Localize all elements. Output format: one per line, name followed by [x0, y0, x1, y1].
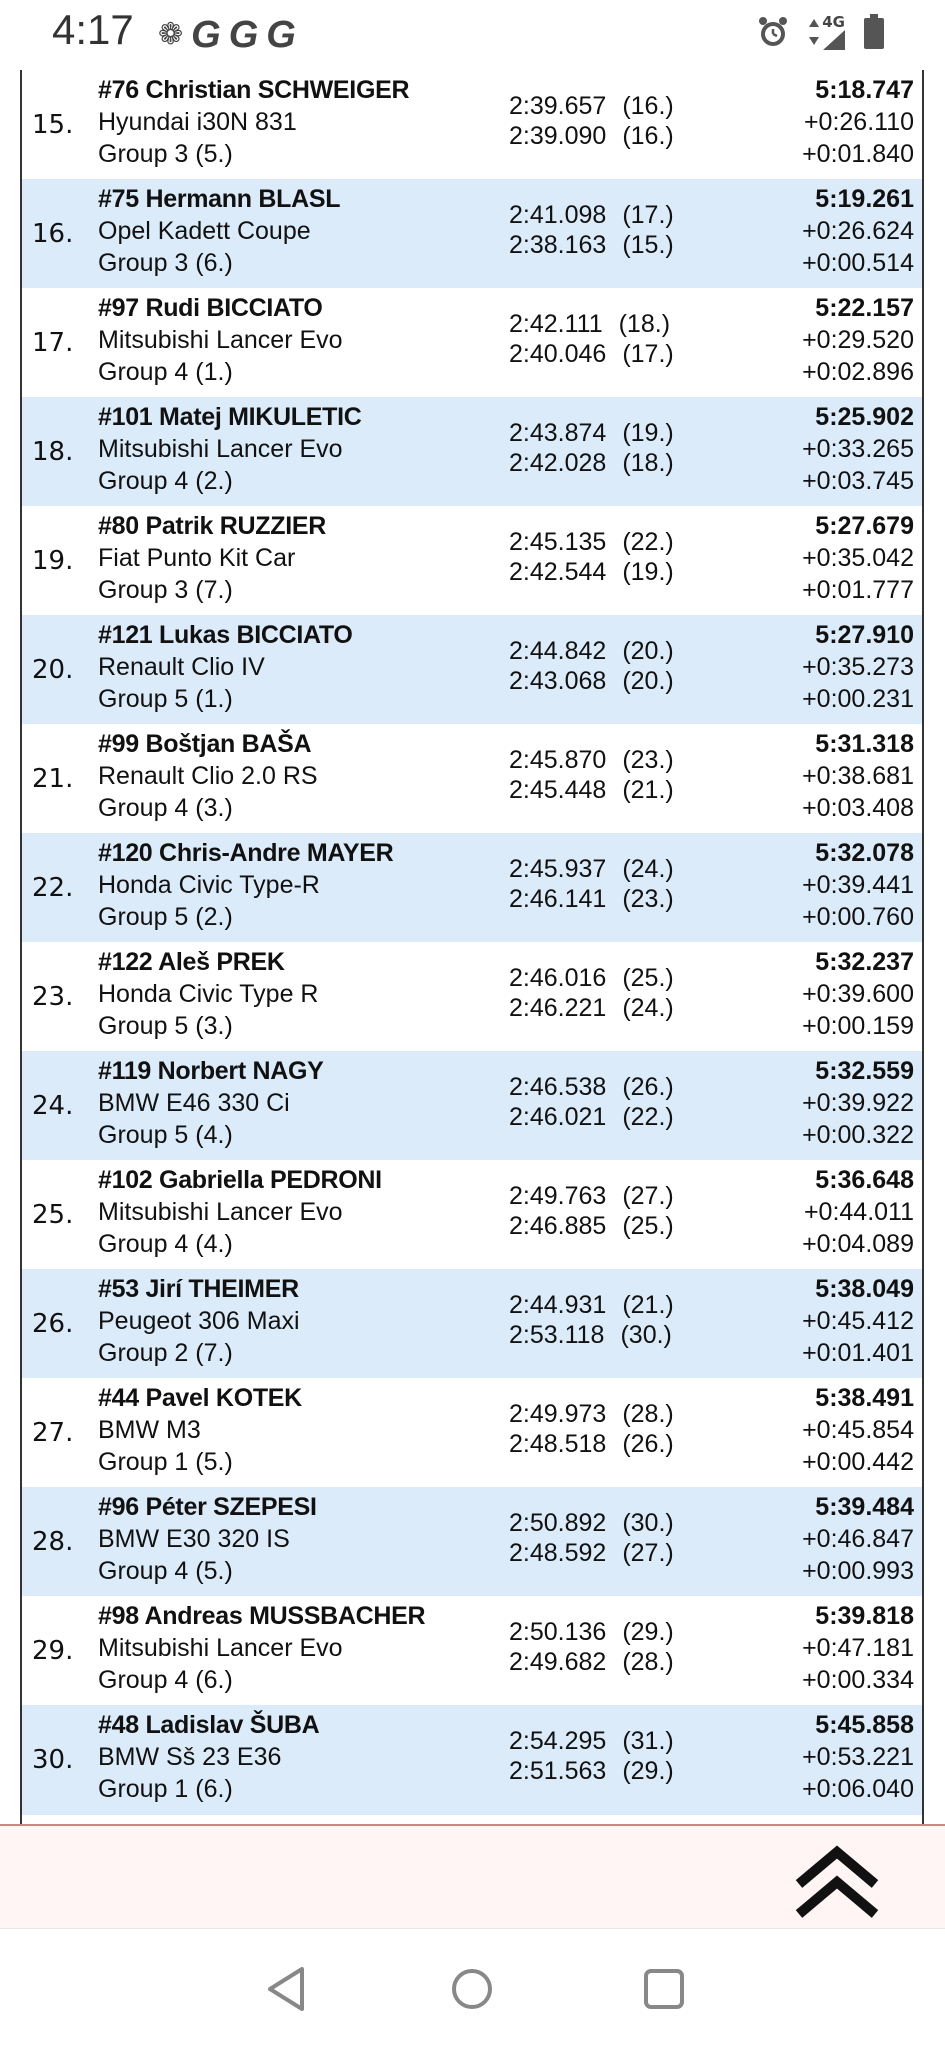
stage-2-time: 2:43.068 — [509, 667, 607, 695]
car-model: Renault Clio IV — [98, 653, 265, 681]
stage-1-time: 2:39.657 — [509, 92, 607, 120]
gap-to-leader: +0:39.441 — [802, 871, 914, 899]
gap-to-previous: +0:06.040 — [802, 1775, 914, 1803]
stage-1-time: 2:49.973 — [509, 1400, 607, 1428]
table-row — [22, 1487, 922, 1596]
stage-1-rank: (19.) — [622, 419, 674, 447]
driver-name: #98 Andreas MUSSBACHER — [98, 1602, 426, 1630]
stage-1-rank: (17.) — [622, 201, 674, 229]
home-circle-icon[interactable] — [442, 1959, 502, 2019]
stage-2-result — [509, 776, 674, 805]
position: 26. — [32, 1309, 74, 1339]
position: 28. — [32, 1527, 74, 1557]
car-model: BMW E46 330 Ci — [98, 1089, 290, 1117]
stage-1-rank: (28.) — [622, 1400, 674, 1428]
stage-1-time: 2:45.135 — [509, 528, 607, 556]
total-time: 5:38.491 — [815, 1384, 914, 1412]
stage-2-rank: (23.) — [622, 885, 674, 913]
table-row — [22, 1160, 922, 1269]
group-class: Group 3 (6.) — [98, 249, 233, 277]
stage-1-rank: (16.) — [622, 92, 674, 120]
gap-to-leader: +0:38.681 — [802, 762, 914, 790]
stage-2-time: 2:51.563 — [509, 1757, 607, 1785]
table-row — [22, 615, 922, 724]
stage-2-result — [509, 122, 674, 151]
stage-2-time: 2:46.021 — [509, 1103, 607, 1131]
table-row — [22, 942, 922, 1051]
total-time: 5:27.910 — [815, 621, 914, 649]
gap-to-leader: +0:45.412 — [802, 1307, 914, 1335]
stage-1-time: 2:44.931 — [509, 1291, 607, 1319]
gap-to-leader: +0:26.110 — [803, 108, 914, 136]
stage-2-result — [509, 558, 674, 587]
roaming-label: R — [779, 45, 789, 59]
stage-2-time: 2:48.518 — [509, 1430, 607, 1458]
battery-icon — [863, 14, 885, 50]
stage-1-result — [509, 310, 670, 339]
gap-to-leader: +0:53.221 — [802, 1743, 914, 1771]
position: 17. — [32, 328, 74, 358]
stage-2-result — [509, 1648, 674, 1677]
stage-2-rank: (18.) — [622, 449, 674, 477]
stage-1-rank: (21.) — [622, 1291, 674, 1319]
group-class: Group 5 (1.) — [98, 685, 233, 713]
stage-2-rank: (20.) — [622, 667, 674, 695]
gap-to-previous: +0:00.334 — [802, 1666, 914, 1694]
stage-2-time: 2:42.028 — [509, 449, 607, 477]
gap-to-previous: +0:00.159 — [802, 1012, 914, 1040]
driver-name: #121 Lukas BICCIATO — [98, 621, 353, 649]
stage-2-rank: (15.) — [622, 231, 674, 259]
car-model: Mitsubishi Lancer Evo — [98, 326, 343, 354]
stage-2-rank: (19.) — [622, 558, 674, 586]
table-row — [22, 1596, 922, 1705]
stage-2-rank: (28.) — [622, 1648, 674, 1676]
gap-to-leader: +0:35.042 — [802, 544, 914, 572]
stage-1-result — [509, 1182, 674, 1211]
stage-1-result — [509, 855, 674, 884]
total-time: 5:19.261 — [815, 185, 914, 213]
driver-name: #96 Péter SZEPESI — [98, 1493, 317, 1521]
stage-1-rank: (29.) — [622, 1618, 674, 1646]
total-time: 5:39.484 — [815, 1493, 914, 1521]
gap-to-leader: +0:45.854 — [802, 1416, 914, 1444]
total-time: 5:32.078 — [815, 839, 914, 867]
position: 23. — [32, 982, 74, 1012]
gap-to-previous: +0:00.993 — [802, 1557, 914, 1585]
stage-2-time: 2:39.090 — [509, 122, 607, 150]
driver-name: #76 Christian SCHWEIGER — [98, 76, 410, 104]
double-chevron-up-icon[interactable] — [791, 1844, 883, 1920]
table-row — [22, 1051, 922, 1160]
gap-to-previous: +0:04.089 — [802, 1230, 914, 1258]
stage-2-result — [509, 667, 674, 696]
gap-to-previous: +0:01.401 — [802, 1339, 914, 1367]
gap-to-previous: +0:01.840 — [802, 140, 914, 168]
driver-name: #53 Jirí THEIMER — [98, 1275, 299, 1303]
stage-1-time: 2:45.870 — [509, 746, 607, 774]
stage-2-result — [509, 994, 674, 1023]
position: 25. — [32, 1200, 74, 1230]
position: 24. — [32, 1091, 74, 1121]
group-class: Group 4 (1.) — [98, 358, 233, 386]
g-app-icon: G — [266, 14, 296, 56]
total-time: 5:18.747 — [815, 76, 914, 104]
car-model: Honda Civic Type-R — [98, 871, 320, 899]
car-model: BMW E30 320 IS — [98, 1525, 290, 1553]
stage-1-result — [509, 1400, 674, 1429]
stage-1-rank: (23.) — [622, 746, 674, 774]
stage-1-rank: (24.) — [622, 855, 674, 883]
group-class: Group 2 (7.) — [98, 1339, 233, 1367]
stage-2-result — [509, 1321, 672, 1350]
group-class: Group 1 (5.) — [98, 1448, 233, 1476]
gap-to-leader: +0:39.922 — [802, 1089, 914, 1117]
system-icons — [756, 13, 885, 59]
stage-2-time: 2:46.221 — [509, 994, 607, 1022]
table-row — [22, 397, 922, 506]
driver-name: #44 Pavel KOTEK — [98, 1384, 302, 1412]
stage-1-time: 2:42.111 — [509, 310, 603, 338]
stage-2-rank: (29.) — [622, 1757, 674, 1785]
table-row — [22, 1269, 922, 1378]
gap-to-leader: +0:29.520 — [802, 326, 914, 354]
stage-2-result — [509, 1212, 674, 1241]
driver-name: #102 Gabriella PEDRONI — [98, 1166, 382, 1194]
stage-2-result — [509, 1757, 674, 1786]
stage-1-rank: (30.) — [622, 1509, 674, 1537]
group-class: Group 4 (3.) — [98, 794, 233, 822]
gap-to-leader: +0:46.847 — [802, 1525, 914, 1553]
stage-1-rank: (22.) — [622, 528, 674, 556]
car-model: Renault Clio 2.0 RS — [98, 762, 318, 790]
stage-1-result — [509, 1618, 674, 1647]
total-time: 5:22.157 — [815, 294, 914, 322]
group-class: Group 1 (6.) — [98, 1775, 233, 1803]
group-class: Group 4 (5.) — [98, 1557, 233, 1585]
stage-2-result — [509, 885, 674, 914]
gap-to-previous: +0:00.322 — [802, 1121, 914, 1149]
stage-1-rank: (18.) — [618, 310, 671, 338]
stage-1-result — [509, 1073, 674, 1102]
stage-1-rank: (26.) — [622, 1073, 674, 1101]
driver-name: #75 Hermann BLASL — [98, 185, 341, 213]
stage-2-time: 2:53.118 — [509, 1321, 605, 1349]
stage-1-result — [509, 528, 674, 557]
position: 27. — [32, 1418, 74, 1448]
gap-to-previous: +0:00.514 — [802, 249, 914, 277]
total-time: 5:45.858 — [815, 1711, 914, 1739]
group-class: Group 5 (4.) — [98, 1121, 233, 1149]
g-app-icon: G — [191, 14, 221, 56]
gap-to-previous: +0:01.777 — [802, 576, 914, 604]
group-class: Group 4 (2.) — [98, 467, 233, 495]
back-triangle-icon[interactable] — [258, 1959, 318, 2019]
position: 20. — [32, 655, 74, 685]
total-time: 5:39.818 — [815, 1602, 914, 1630]
stage-2-result — [509, 231, 674, 260]
stage-2-rank: (22.) — [622, 1103, 674, 1131]
stage-2-time: 2:45.448 — [509, 776, 607, 804]
stage-1-result — [509, 637, 674, 666]
driver-name: #122 Aleš PREK — [98, 948, 285, 976]
navigation-bar — [0, 1928, 945, 2049]
recents-square-icon[interactable] — [634, 1959, 694, 2019]
stage-1-rank: (27.) — [622, 1182, 674, 1210]
total-time: 5:38.049 — [815, 1275, 914, 1303]
stage-2-rank: (27.) — [622, 1539, 674, 1567]
group-class: Group 3 (5.) — [98, 140, 233, 168]
stage-2-time: 2:48.592 — [509, 1539, 607, 1567]
stage-2-result — [509, 1103, 674, 1132]
table-row — [22, 179, 922, 288]
position: 22. — [32, 873, 74, 903]
driver-name: #120 Chris-Andre MAYER — [98, 839, 394, 867]
gap-to-leader: +0:44.011 — [803, 1198, 914, 1226]
table-row — [22, 1378, 922, 1487]
gap-to-previous: +0:03.408 — [802, 794, 914, 822]
gap-to-leader: +0:35.273 — [802, 653, 914, 681]
position: 15. — [32, 110, 74, 140]
position: 30. — [32, 1745, 74, 1775]
stage-2-rank: (26.) — [622, 1430, 674, 1458]
total-time: 5:25.902 — [815, 403, 914, 431]
car-model: Peugeot 306 Maxi — [98, 1307, 300, 1335]
car-model: Mitsubishi Lancer Evo — [98, 1634, 343, 1662]
table-row — [22, 70, 922, 179]
stage-1-result — [509, 746, 674, 775]
stage-2-rank: (30.) — [620, 1321, 672, 1349]
stage-1-time: 2:50.892 — [509, 1509, 607, 1537]
status-bar — [0, 0, 945, 70]
stage-2-time: 2:38.163 — [509, 231, 607, 259]
stage-1-rank: (31.) — [622, 1727, 674, 1755]
driver-name: #97 Rudi BICCIATO — [98, 294, 323, 322]
car-model: Mitsubishi Lancer Evo — [98, 1198, 343, 1226]
stage-1-result — [509, 1291, 674, 1320]
gap-to-leader: +0:26.624 — [802, 217, 914, 245]
driver-name: #80 Patrik RUZZIER — [98, 512, 327, 540]
stage-1-result — [509, 964, 674, 993]
stage-1-time: 2:54.295 — [509, 1727, 607, 1755]
stage-1-result — [509, 419, 674, 448]
car-model: Opel Kadett Coupe — [98, 217, 311, 245]
stage-2-rank: (16.) — [622, 122, 674, 150]
total-time: 5:32.559 — [815, 1057, 914, 1085]
total-time: 5:32.237 — [815, 948, 914, 976]
stage-1-time: 2:46.016 — [509, 964, 607, 992]
stage-2-time: 2:46.141 — [509, 885, 607, 913]
stage-1-time: 2:44.842 — [509, 637, 607, 665]
stage-1-time: 2:50.136 — [509, 1618, 607, 1646]
stage-1-result — [509, 1727, 674, 1756]
car-model: BMW Sš 23 E36 — [98, 1743, 282, 1771]
position: 29. — [32, 1636, 74, 1666]
group-class: Group 4 (4.) — [98, 1230, 233, 1258]
gap-to-leader: +0:47.181 — [802, 1634, 914, 1662]
car-model: Hyundai i30N 831 — [98, 108, 297, 136]
group-class: Group 5 (2.) — [98, 903, 233, 931]
stage-2-result — [509, 340, 674, 369]
stage-1-time: 2:45.937 — [509, 855, 607, 883]
network-indicator — [779, 13, 845, 59]
driver-name: #119 Norbert NAGY — [98, 1057, 324, 1085]
stage-2-result — [509, 449, 674, 478]
group-class: Group 4 (6.) — [98, 1666, 233, 1694]
app-notification-icon: ❁ — [158, 17, 184, 52]
gap-to-previous: +0:02.896 — [802, 358, 914, 386]
stage-2-result — [509, 1539, 674, 1568]
position: 16. — [32, 219, 74, 249]
position: 18. — [32, 437, 74, 467]
stage-1-result — [509, 92, 674, 121]
notification-icons — [158, 16, 296, 54]
stage-1-time: 2:46.538 — [509, 1073, 607, 1101]
driver-name: #101 Matej MIKULETIC — [98, 403, 362, 431]
signal-icon — [823, 30, 845, 50]
footer-bar — [0, 1824, 945, 1928]
stage-2-time: 2:42.544 — [509, 558, 607, 586]
g-app-icon: G — [228, 14, 259, 56]
table-row — [22, 1705, 922, 1815]
total-time: 5:27.679 — [815, 512, 914, 540]
stage-2-result — [509, 1430, 674, 1459]
table-row — [22, 724, 922, 833]
car-model: Fiat Punto Kit Car — [98, 544, 296, 572]
total-time: 5:31.318 — [815, 730, 914, 758]
stage-2-time: 2:40.046 — [509, 340, 607, 368]
stage-1-rank: (25.) — [622, 964, 674, 992]
stage-2-rank: (24.) — [622, 994, 674, 1022]
car-model: BMW M3 — [98, 1416, 201, 1444]
car-model: Honda Civic Type R — [98, 980, 319, 1008]
gap-to-previous: +0:03.745 — [802, 467, 914, 495]
table-row — [22, 506, 922, 615]
position: 21. — [32, 764, 74, 794]
stage-1-result — [509, 1509, 674, 1538]
group-class: Group 5 (3.) — [98, 1012, 233, 1040]
driver-name: #99 Boštjan BAŠA — [98, 730, 312, 758]
stage-2-time: 2:49.682 — [509, 1648, 607, 1676]
group-class: Group 3 (7.) — [98, 576, 233, 604]
stage-1-rank: (20.) — [622, 637, 674, 665]
stage-1-time: 2:43.874 — [509, 419, 607, 447]
table-row — [22, 288, 922, 397]
stage-1-time: 2:49.763 — [509, 1182, 607, 1210]
stage-2-time: 2:46.885 — [509, 1212, 607, 1240]
car-model: Mitsubishi Lancer Evo — [98, 435, 343, 463]
position: 19. — [32, 546, 74, 576]
data-arrows-icon — [808, 17, 820, 47]
stage-1-result — [509, 201, 674, 230]
status-time: 4:17 — [52, 6, 134, 53]
gap-to-leader: +0:39.600 — [802, 980, 914, 1008]
table-row — [22, 833, 922, 942]
stage-1-time: 2:41.098 — [509, 201, 607, 229]
gap-to-previous: +0:00.231 — [802, 685, 914, 713]
stage-2-rank: (21.) — [622, 776, 674, 804]
stage-2-rank: (17.) — [622, 340, 674, 368]
gap-to-previous: +0:00.442 — [802, 1448, 914, 1476]
driver-name: #48 Ladislav ŠUBA — [98, 1711, 320, 1739]
total-time: 5:36.648 — [815, 1166, 914, 1194]
gap-to-leader: +0:33.265 — [802, 435, 914, 463]
results-table[interactable] — [20, 70, 924, 1824]
stage-2-rank: (25.) — [622, 1212, 674, 1240]
network-type: 4G — [822, 13, 845, 31]
gap-to-previous: +0:00.760 — [802, 903, 914, 931]
